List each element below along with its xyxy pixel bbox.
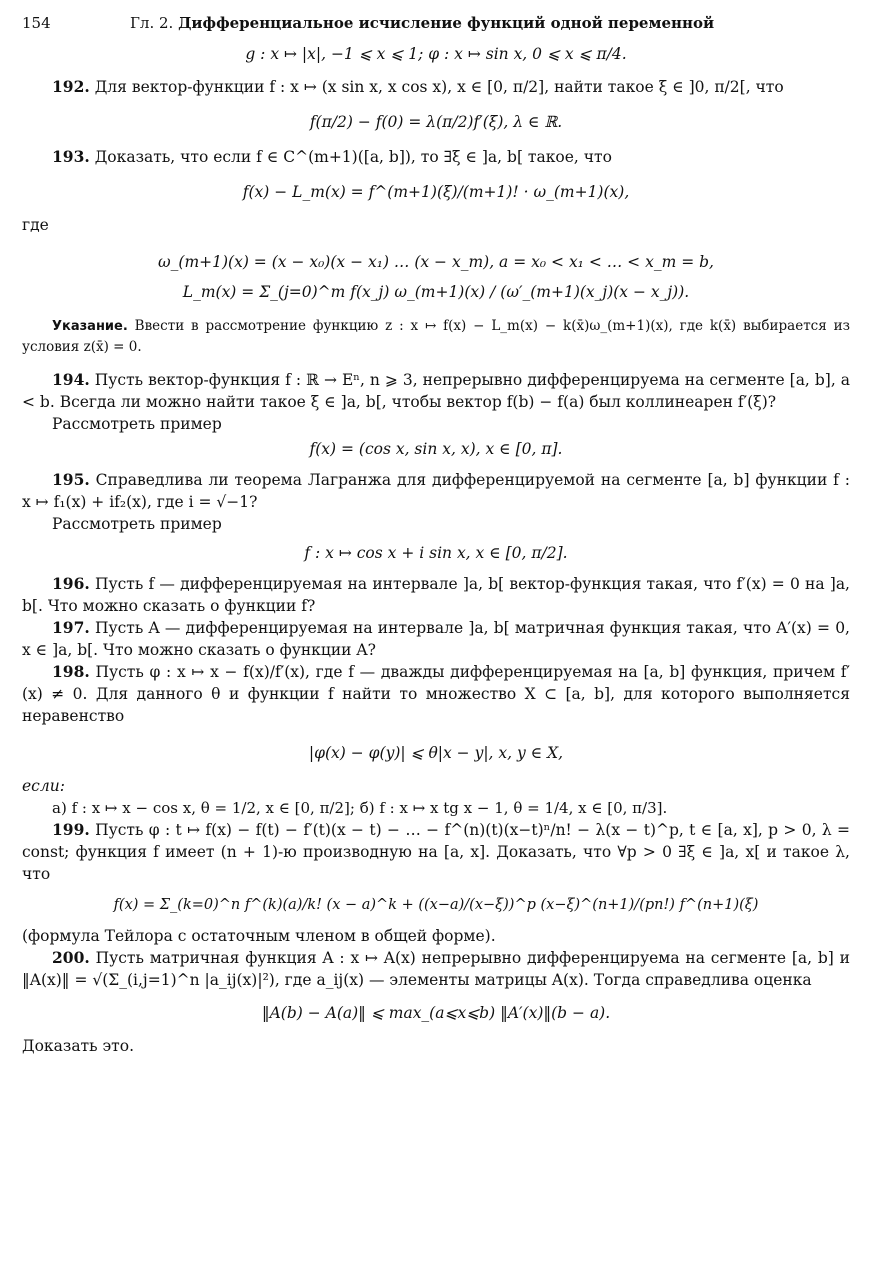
problem-text: Пусть φ : t ↦ f(x) − f(t) − f′(t)(x − t) − … − f^(n)(t)(x−t)ⁿ/n! − λ(x − t)^p, t ∈ [a, x], p > 0, λ = const; функция f имеет (n + 1)-ю производную на [a, x]. Доказать, что ∀p > 0 ∃ξ ∈ ]a, x[ и такое λ, что: [22, 821, 850, 883]
formula-193-L: L_m(x) = Σ_(j=0)^m f(x_j) ω_(m+1)(x) / (ω′_(m+1)(x_j)(x − x_j)).: [182, 283, 690, 301]
problem-200: [22, 947, 850, 991]
consider-example-2: Рассмотреть пример: [52, 515, 222, 533]
hint-label: Указание.: [52, 319, 128, 334]
problem-number: 198.: [52, 662, 90, 681]
chapter-label: Гл. 2.: [130, 14, 174, 32]
where-label: где: [22, 216, 49, 234]
problem-text: Пусть φ : x ↦ x − f(x)/f′(x), где f — дважды дифференцируемая на [a, b] функция, причем f′(x) ≠ 0. Для данного θ и функции f найти то множество X ⊂ [a, b], для которого выполняется неравенство: [22, 663, 850, 725]
formula-200: ‖A(b) − A(a)‖ ⩽ max_(a⩽x⩽b) ‖A′(x)‖(b − a).: [261, 1004, 611, 1022]
problem-text: Доказать, что если f ∈ C^(m+1)([a, b]), то ∃ξ ∈ ]a, b[ такое, что: [94, 148, 612, 166]
problem-194: [22, 369, 850, 413]
problem-number: 197.: [52, 618, 90, 637]
formula-192: f(π/2) − f(0) = λ(π/2)f′(ξ), λ ∈ ℝ.: [309, 113, 563, 131]
problem-text: Пусть матричная функция A : x ↦ A(x) непрерывно дифференцируема на сегменте [a, b] и ‖A(x)‖ = √(Σ_(i,j=1)^n |a_ij(x)|²), где a_ij(x) — элементы матрицы A(x). Тогда справедлива оценка: [22, 949, 850, 989]
problem-number: 193.: [52, 147, 90, 166]
problem-text: Пусть f — дифференцируемая на интервале ]a, b[ вектор-функция такая, что f′(x) = 0 на ]a, b[. Что можно сказать о функции f?: [22, 575, 850, 615]
problem-text: Пусть A — дифференцируемая на интервале ]a, b[ матричная функция такая, что A′(x) = 0, x ∈ ]a, b[. Что можно сказать о функции A?: [22, 619, 850, 659]
formula-193-omega: ω_(m+1)(x) = (x − x₀)(x − x₁) … (x − x_m), a = x₀ < x₁ < … < x_m = b,: [158, 253, 714, 271]
hint-text: Ввести в рассмотрение функцию z : x ↦ f(x) − L_m(x) − k(x̄)ω_(m+1)(x), где k(x̄) выбирается из условия z(x̄) = 0.: [22, 318, 850, 355]
problem-number: 192.: [52, 77, 90, 96]
problem-197: [22, 617, 850, 661]
problem-199: [22, 819, 850, 885]
problem-text: Справедлива ли теорема Лагранжа для дифференцируемой на сегменте [a, b] функции f : x ↦ f₁(x) + if₂(x), где i = √−1?: [22, 471, 850, 511]
prove-this: Доказать это.: [22, 1037, 135, 1055]
problem-196: [22, 573, 850, 617]
problem-text: Для вектор-функции f : x ↦ (x sin x, x cos x), x ∈ [0, π/2], найти такое ξ ∈ ]0, π/2[, что: [94, 78, 784, 96]
problem-number: 194.: [52, 370, 90, 389]
problem-number: 195.: [52, 470, 90, 489]
problem-number: 200.: [52, 948, 90, 967]
chapter-title: Дифференциальное исчисление функций одной переменной: [178, 14, 715, 32]
problem-number: 196.: [52, 574, 90, 593]
if-label: если:: [22, 777, 65, 795]
formula-line-g-phi: g : x ↦ |x|, −1 ⩽ x ⩽ 1; φ : x ↦ sin x, 0 ⩽ x ⩽ π/4.: [245, 45, 627, 63]
formula-193: f(x) − L_m(x) = f^(m+1)(ξ)/(m+1)! · ω_(m+1)(x),: [242, 183, 630, 201]
problem-198: [22, 661, 850, 727]
hint: [22, 316, 850, 357]
taylor-note: (формула Тейлора с остаточным членом в общей форме).: [22, 927, 496, 945]
cases-198: а) f : x ↦ x − cos x, θ = 1/2, x ∈ [0, π/2]; б) f : x ↦ x tg x − 1, θ = 1/4, x ∈ [0, π/3].: [52, 799, 668, 817]
running-title: [130, 14, 850, 32]
problem-192: [22, 76, 850, 98]
formula-194: f(x) = (cos x, sin x, x), x ∈ [0, π].: [309, 440, 563, 458]
problem-195: [22, 469, 850, 513]
problem-text: Пусть вектор-функция f : ℝ → Eⁿ, n ⩾ 3, непрерывно дифференцируема на сегменте [a, b], a < b. Всегда ли можно найти такое ξ ∈ ]a, b[, чтобы вектор f(b) − f(a) был коллинеарен f′(ξ)?: [22, 371, 851, 411]
formula-198: |φ(x) − φ(y)| ⩽ θ|x − y|, x, y ∈ X,: [308, 744, 564, 762]
formula-199: f(x) = Σ_(k=0)^n f^(k)(a)/k! (x − a)^k + ((x−a)/(x−ξ))^p (x−ξ)^(n+1)/(pn!) f^(n+1)(ξ): [113, 897, 759, 913]
page-header: [22, 14, 850, 40]
consider-example-1: Рассмотреть пример: [52, 415, 222, 433]
formula-195: f : x ↦ cos x + i sin x, x ∈ [0, π/2].: [304, 544, 568, 562]
problem-193: [22, 146, 850, 168]
problem-number: 199.: [52, 820, 90, 839]
page-number: 154: [22, 14, 51, 32]
